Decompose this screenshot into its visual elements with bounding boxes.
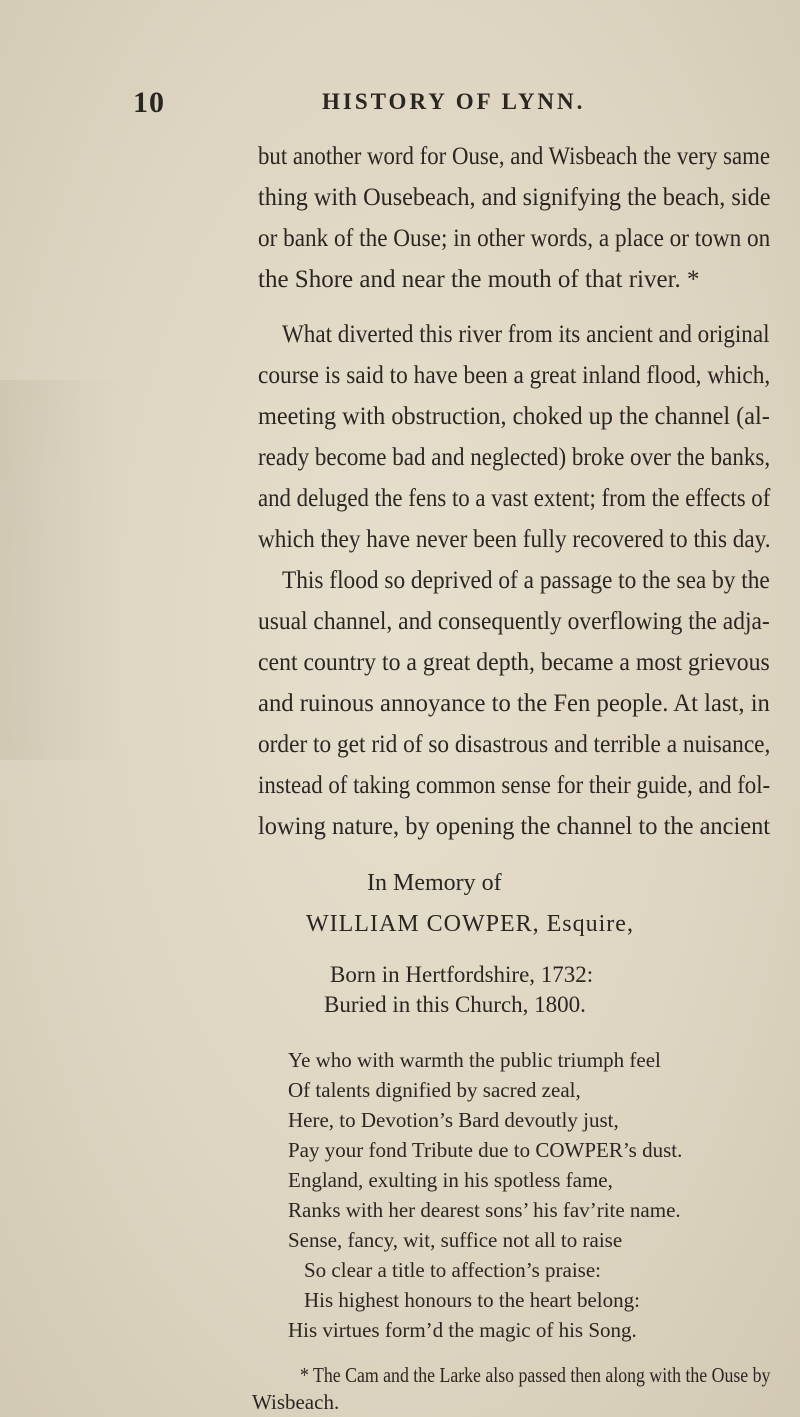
verse-line: Of talents dignified by sacred zeal, (288, 1078, 581, 1102)
body-line: usual channel, and consequently overflowing the adja- (258, 608, 770, 635)
body-line: and ruinous annoyance to the Fen people. At last, in (258, 690, 770, 717)
body-line: lowing nature, by opening the channel to the ancient (258, 813, 771, 840)
body-line: which they have never been fully recovered to this day. (258, 526, 771, 553)
verse-line: Pay your fond Tribute due to COWPER’s dust. (288, 1138, 683, 1162)
body-line: the Shore and near the mouth of that river. * (258, 266, 700, 293)
body-line: or bank of the Ouse; in other words, a place or town on (258, 225, 771, 252)
footnote-line: * The Cam and the Larke also passed then along with the Ouse by (300, 1363, 771, 1387)
body-line: meeting with obstruction, choked up the channel (al- (258, 403, 770, 430)
verse-line: Ye who with warmth the public triumph feel (288, 1048, 661, 1072)
epitaph-memory-line: In Memory of (367, 870, 502, 896)
body-line: course is said to have been a great inland flood, which, (258, 362, 771, 389)
footnote-line: Wisbeach. (252, 1390, 340, 1414)
body-line: thing with Ousebeach, and signifying the beach, side (258, 184, 771, 211)
verse-line: England, exulting in his spotless fame, (288, 1168, 613, 1192)
body-line: What diverted this river from its ancient and original (282, 321, 770, 348)
verse-line: His virtues form’d the magic of his Song. (288, 1318, 637, 1342)
body-line: order to get rid of so disastrous and terrible a nuisance, (258, 731, 771, 758)
page-header (0, 86, 800, 126)
epitaph-born-line: Born in Hertfordshire, 1732: (330, 962, 594, 987)
verse-line: So clear a title to affection’s praise: (304, 1258, 602, 1282)
body-line: and deluged the fens to a vast extent; from the effects of (258, 485, 771, 512)
epitaph-buried-line: Buried in this Church, 1800. (324, 992, 586, 1017)
body-line: cent country to a great depth, became a most grievous (258, 649, 770, 676)
body-line: but another word for Ouse, and Wisbeach the very same (258, 143, 771, 170)
body-line: instead of taking common sense for their guide, and fol- (258, 772, 771, 799)
epitaph-name-line: WILLIAM COWPER, Esquire, (306, 911, 634, 937)
verse-line: Sense, fancy, wit, suffice not all to raise (288, 1228, 623, 1252)
body-line: This flood so deprived of a passage to the sea by the (282, 567, 770, 594)
verse-line: Here, to Devotion’s Bard devoutly just, (288, 1108, 619, 1132)
page-number: 10 (133, 86, 165, 119)
body-line: ready become bad and neglected) broke over the banks, (258, 444, 771, 471)
verse-line: His highest honours to the heart belong: (304, 1288, 640, 1312)
verse-line: Ranks with her dearest sons’ his fav’rite name. (288, 1198, 681, 1222)
running-head: HISTORY OF LYNN. (322, 89, 586, 114)
page-fold-shadow (0, 380, 120, 760)
